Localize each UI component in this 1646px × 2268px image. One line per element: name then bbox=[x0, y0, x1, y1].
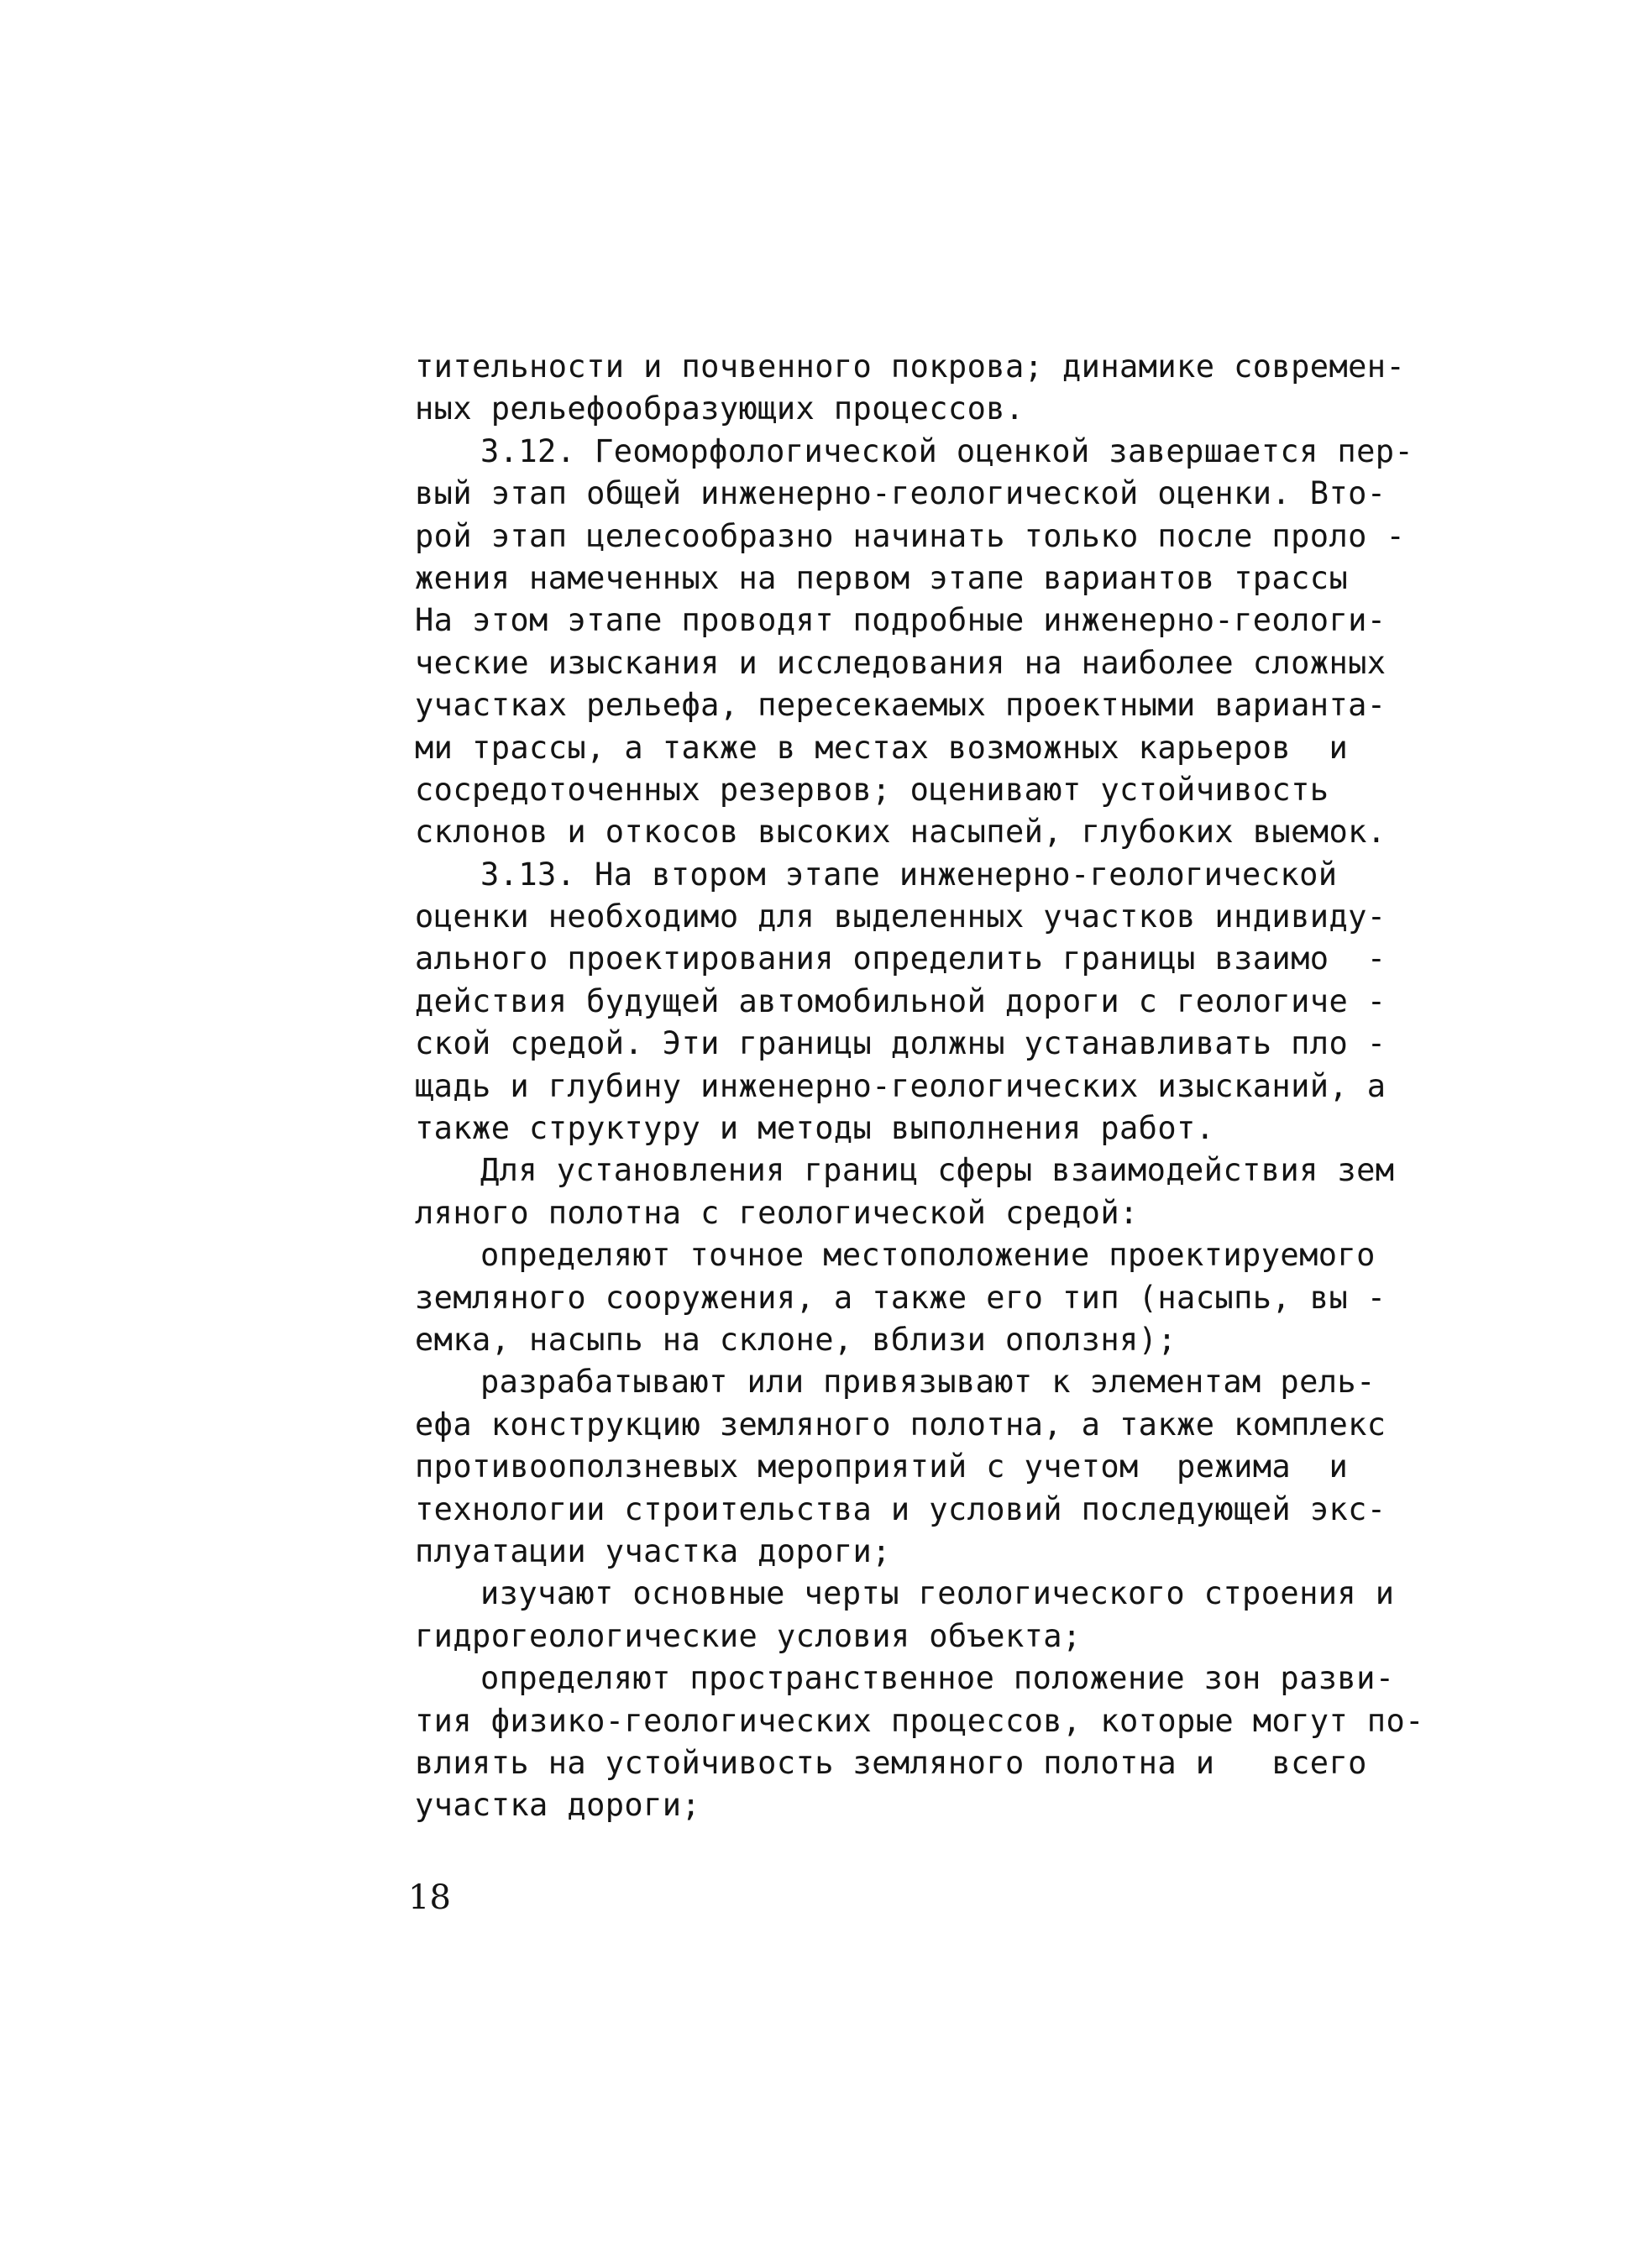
text-line: жения намеченных на первом этапе вариантов трассы bbox=[415, 559, 1349, 596]
text-line: участка дороги; bbox=[415, 1787, 701, 1824]
text-line: На этом этапе проводят подробные инженерно-геологи- bbox=[415, 602, 1387, 639]
text-line: вый этап общей инженерно-геологической оценки. Вто- bbox=[415, 475, 1387, 512]
text-line: тительности и почвенного покрова; динамике современ- bbox=[415, 348, 1406, 385]
text-line: ных рельефообразующих процессов. bbox=[415, 390, 1025, 427]
text-line: ефа конструкцию земляного полотна, а также комплекс bbox=[415, 1406, 1387, 1443]
section-3-12-heading-line: 3.12. Геоморфологической оценкой завершается пер- bbox=[480, 432, 1414, 469]
paragraph-first-line: Для установления границ сферы взаимодействия зем bbox=[480, 1152, 1395, 1189]
text-line: склонов и откосов высоких насыпей, глубоких выемок. bbox=[415, 814, 1387, 851]
list-item-first-line: разрабатывают или привязывают к элементам рель- bbox=[480, 1364, 1376, 1401]
list-item-first-line: изучают основные черты геологического строения и bbox=[480, 1575, 1395, 1612]
page-number: 18 bbox=[408, 1878, 451, 1917]
text-line: земляного сооружения, а также его тип (насыпь, вы - bbox=[415, 1279, 1387, 1316]
text-line: рой этап целесообразно начинать только после проло - bbox=[415, 517, 1406, 554]
text-line: гидрогеологические условия объекта; bbox=[415, 1617, 1082, 1654]
text-line: ального проектирования определить границы взаимо - bbox=[415, 940, 1387, 977]
text-line: тия физико-геологических процессов, которые могут по- bbox=[415, 1702, 1424, 1739]
section-3-13-heading-line: 3.13. На втором этапе инженерно-геологической bbox=[480, 856, 1338, 893]
body-text bbox=[415, 346, 1507, 1827]
text-line: противооползневых мероприятий с учетом режима и bbox=[415, 1448, 1349, 1485]
text-line: щадь и глубину инженерно-геологических изысканий, а bbox=[415, 1067, 1387, 1104]
text-line: плуатации участка дороги; bbox=[415, 1532, 891, 1569]
text-line: емка, насыпь на склоне, вблизи оползня); bbox=[415, 1321, 1177, 1358]
text-line: технологии строительства и условий последующей экс- bbox=[415, 1490, 1387, 1527]
text-line: участках рельефа, пересекаемых проектными варианта- bbox=[415, 687, 1387, 724]
text-line: также структуру и методы выполнения работ. bbox=[415, 1110, 1215, 1147]
text-line: ми трассы, а также в местах возможных карьеров и bbox=[415, 729, 1349, 766]
text-line: действия будущей автомобильной дороги с геологиче - bbox=[415, 982, 1387, 1019]
text-line: сосредоточенных резервов; оценивают устойчивость bbox=[415, 771, 1329, 808]
list-item-first-line: определяют точное местоположение проектируемого bbox=[480, 1237, 1376, 1274]
text-line: оценки необходимо для выделенных участков индивиду- bbox=[415, 898, 1387, 935]
text-line: ляного полотна с геологической средой: bbox=[415, 1194, 1139, 1231]
text-line: ческие изыскания и исследования на наиболее сложных bbox=[415, 644, 1387, 681]
text-line: влиять на устойчивость земляного полотна и всего bbox=[415, 1744, 1367, 1781]
list-item-first-line: определяют пространственное положение зон разви- bbox=[480, 1660, 1395, 1697]
text-line: ской средой. Эти границы должны устанавливать пло - bbox=[415, 1025, 1387, 1062]
